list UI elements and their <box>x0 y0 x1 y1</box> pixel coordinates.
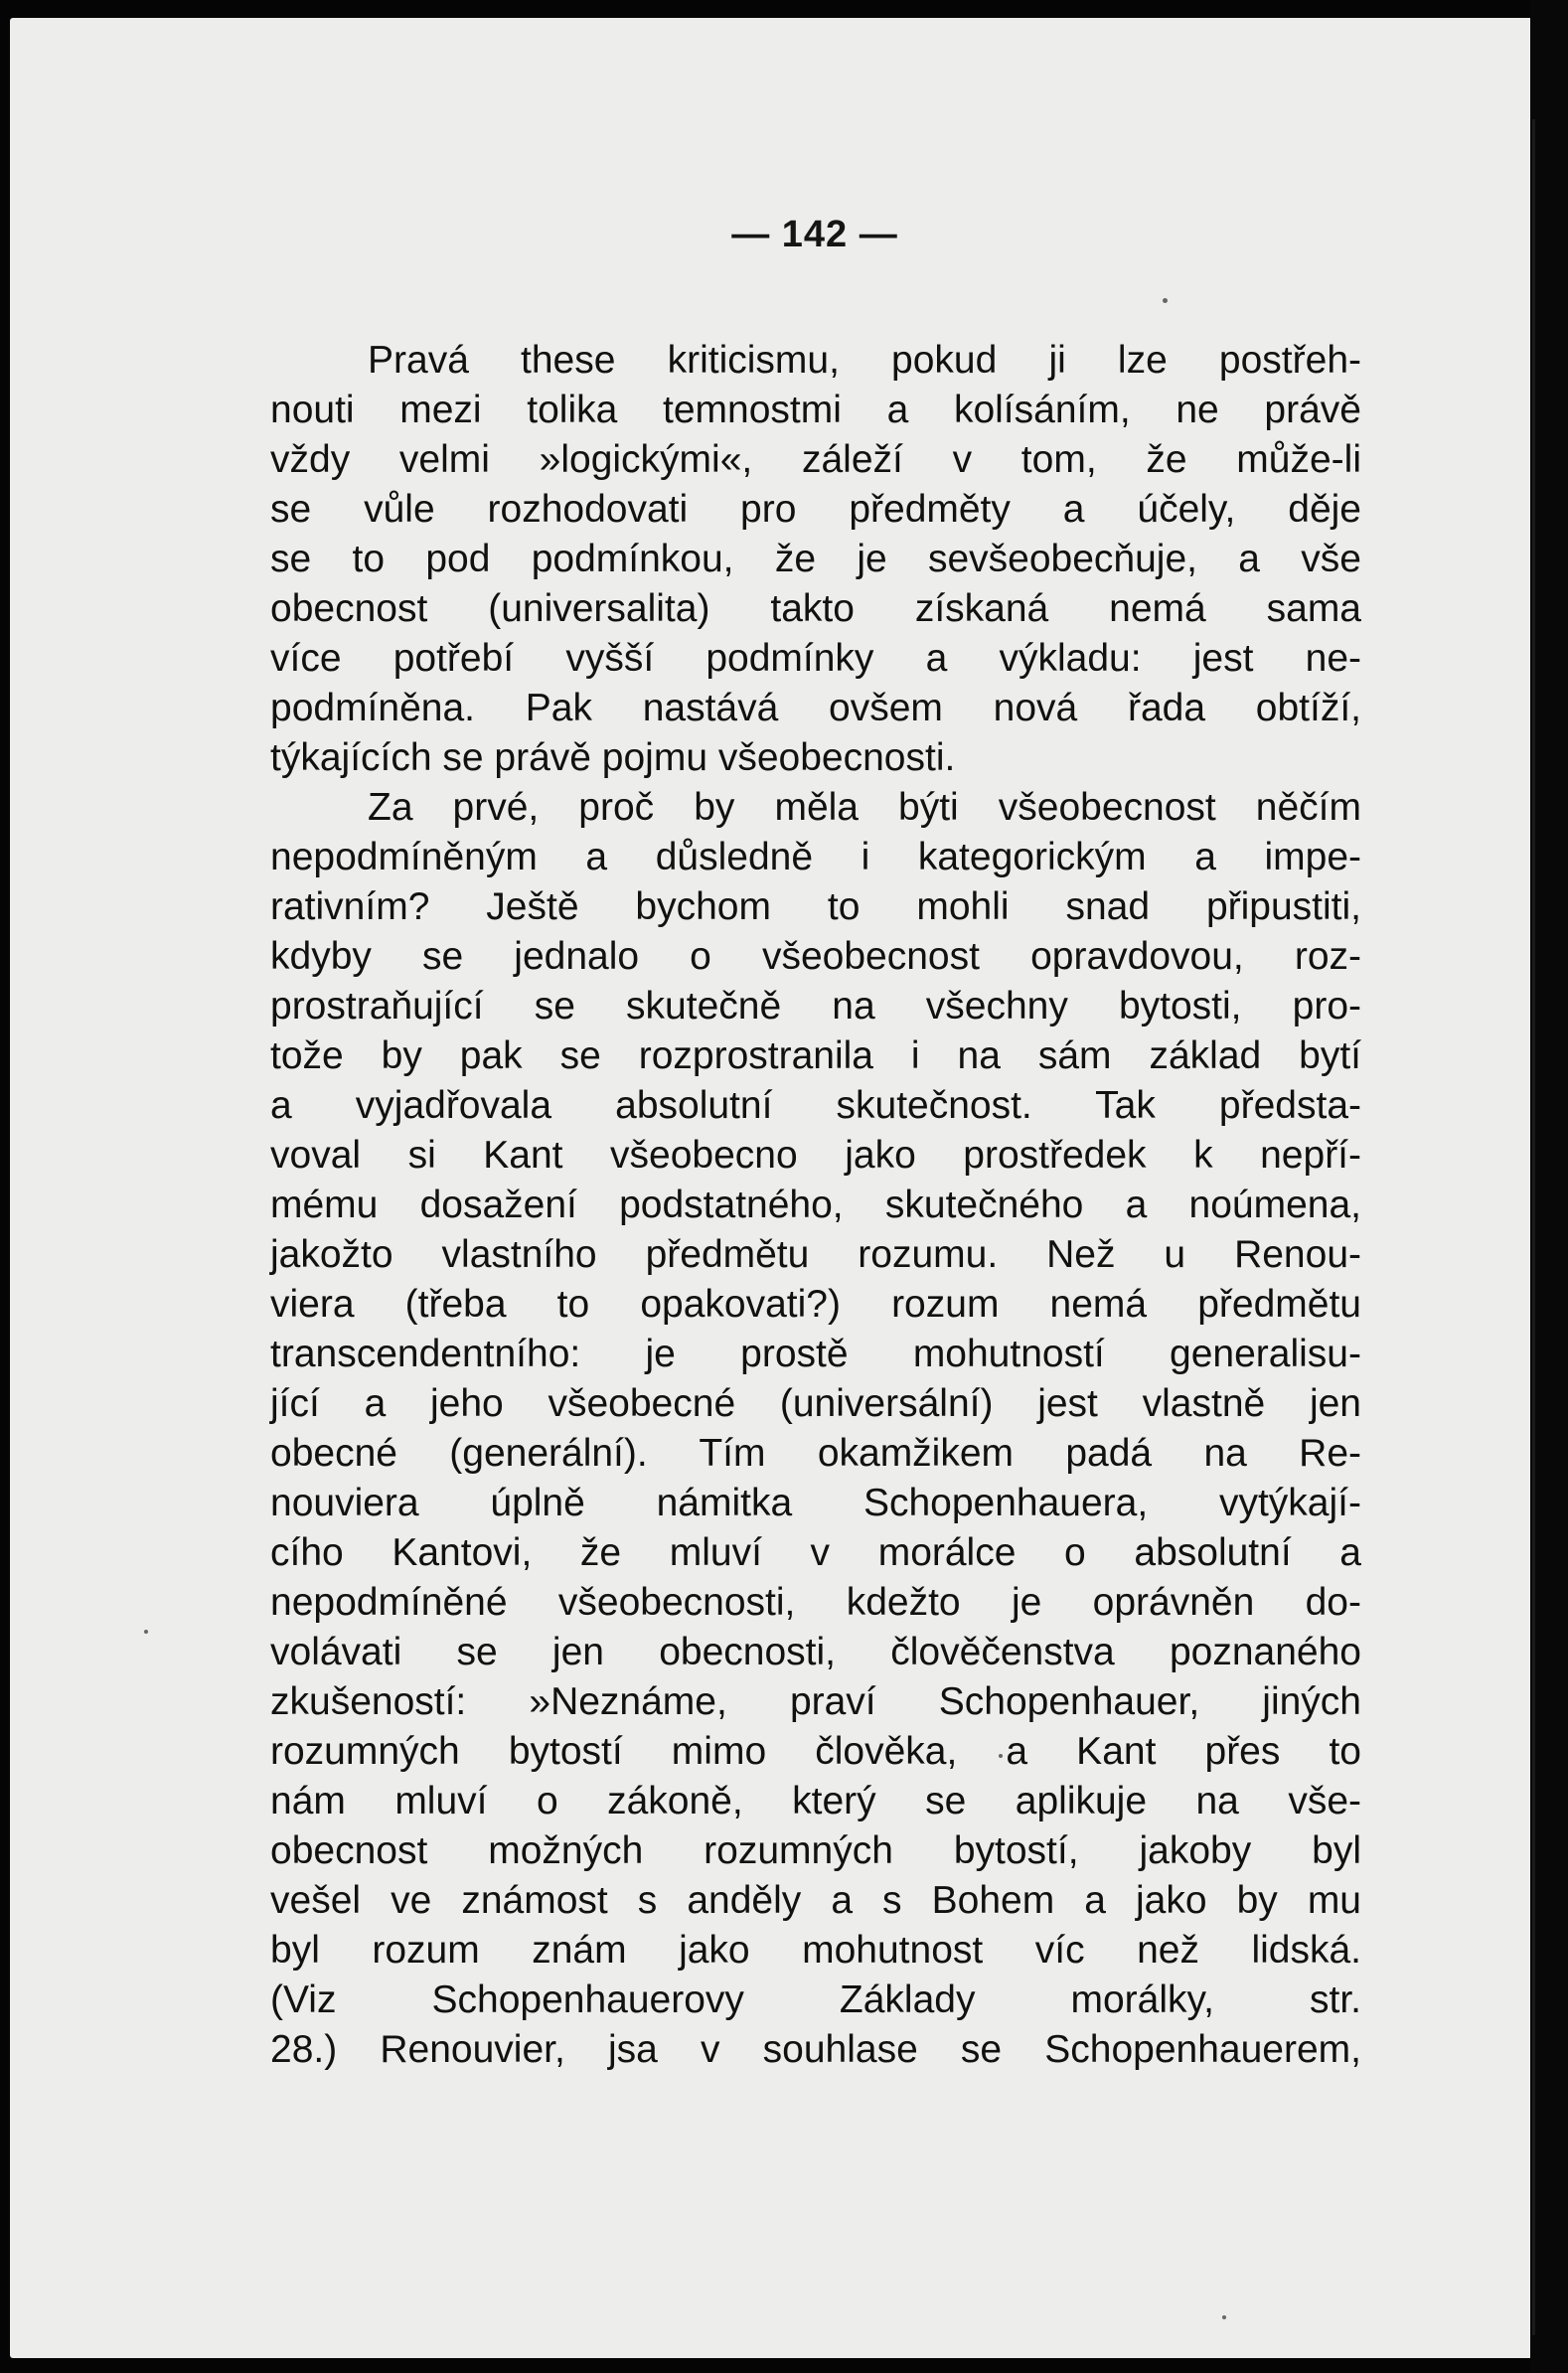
text-line: rozumných bytostí mimo člověka, a Kant přes to <box>270 1730 1361 1773</box>
text-line: Za prvé, proč by měla býti všeobecnost něčím <box>368 786 1361 829</box>
text-line: rativním? Ještě bychom to mohli snad připustiti, <box>270 885 1361 928</box>
paper-speck <box>144 1630 148 1634</box>
text-line: mému dosažení podstatného, skutečného a noúmena, <box>270 1184 1361 1226</box>
text-line: a vyjadřovala absolutní skutečnost. Tak předsta- <box>270 1084 1361 1127</box>
text-line: týkajících se právě pojmu všeobecnosti. <box>270 736 956 779</box>
text-line: volávati se jen obecnosti, člověčenstva poznaného <box>270 1631 1361 1673</box>
text-line: voval si Kant všeobecno jako prostředek k nepří- <box>270 1134 1361 1177</box>
text-line: se vůle rozhodovati pro předměty a účely, děje <box>270 488 1361 531</box>
text-line: cího Kantovi, že mluví v morálce o absolutní a <box>270 1531 1361 1574</box>
text-line: podmíněna. Pak nastává ovšem nová řada obtíží, <box>270 687 1361 729</box>
text-line: viera (třeba to opakovati?) rozum nemá předmětu <box>270 1283 1361 1326</box>
text-line: kdyby se jednalo o všeobecnost opravdovou, roz- <box>270 935 1361 978</box>
book-spine-edge <box>1530 0 1568 2373</box>
page-number: — 142 — <box>731 214 898 255</box>
text-line: jící a jeho všeobecné (universální) jest vlastně jen <box>270 1382 1361 1425</box>
text-line: prostraňující se skutečně na všechny bytosti, pro- <box>270 985 1361 1028</box>
text-line: 28.) Renouvier, jsa v souhlase se Schopenhauerem, <box>270 2028 1361 2071</box>
text-line: nám mluví o zákoně, který se aplikuje na vše- <box>270 1780 1361 1822</box>
text-line: obecné (generální). Tím okamžikem padá na Re- <box>270 1432 1361 1475</box>
paper-speck <box>1163 298 1168 303</box>
text-line: nepodmíněné všeobecnosti, kdežto je oprávněn do- <box>270 1581 1361 1624</box>
text-line: byl rozum znám jako mohutnost víc než lidská. <box>270 1929 1361 1972</box>
paper-speck <box>1222 2315 1226 2319</box>
body-text <box>270 336 1361 2075</box>
text-line: tože by pak se rozprostranila i na sám základ bytí <box>270 1034 1361 1077</box>
text-line: Pravá these kriticismu, pokud ji lze postřeh- <box>368 339 1361 382</box>
text-line: obecnost možných rozumných bytostí, jakoby byl <box>270 1829 1361 1872</box>
text-line: se to pod podmínkou, že je sevšeobecňuje, a vše <box>270 538 1361 580</box>
spine-line <box>1532 119 1535 2335</box>
text-line: nouviera úplně námitka Schopenhauera, vytýkají- <box>270 1482 1361 1524</box>
text-line: transcendentního: je prostě mohutností generalisu- <box>270 1333 1361 1375</box>
text-line: více potřebí vyšší podmínky a výkladu: jest ne- <box>270 637 1361 680</box>
text-line: zkušeností: »Neznáme, praví Schopenhauer, jiných <box>270 1680 1361 1723</box>
text-line: vešel ve známost s anděly a s Bohem a jako by mu <box>270 1879 1361 1922</box>
text-line: (Viz Schopenhauerovy Základy morálky, str. <box>270 1978 1361 2021</box>
text-line: obecnost (universalita) takto získaná nemá sama <box>270 587 1361 630</box>
text-line: jakožto vlastního předmětu rozumu. Než u Renou- <box>270 1233 1361 1276</box>
text-line: nepodmíněným a důsledně i kategorickým a impe- <box>270 836 1361 878</box>
text-line: vždy velmi »logickými«, záleží v tom, že může-li <box>270 438 1361 481</box>
text-line: nouti mezi tolika temnostmi a kolísáním, ne právě <box>270 389 1361 431</box>
